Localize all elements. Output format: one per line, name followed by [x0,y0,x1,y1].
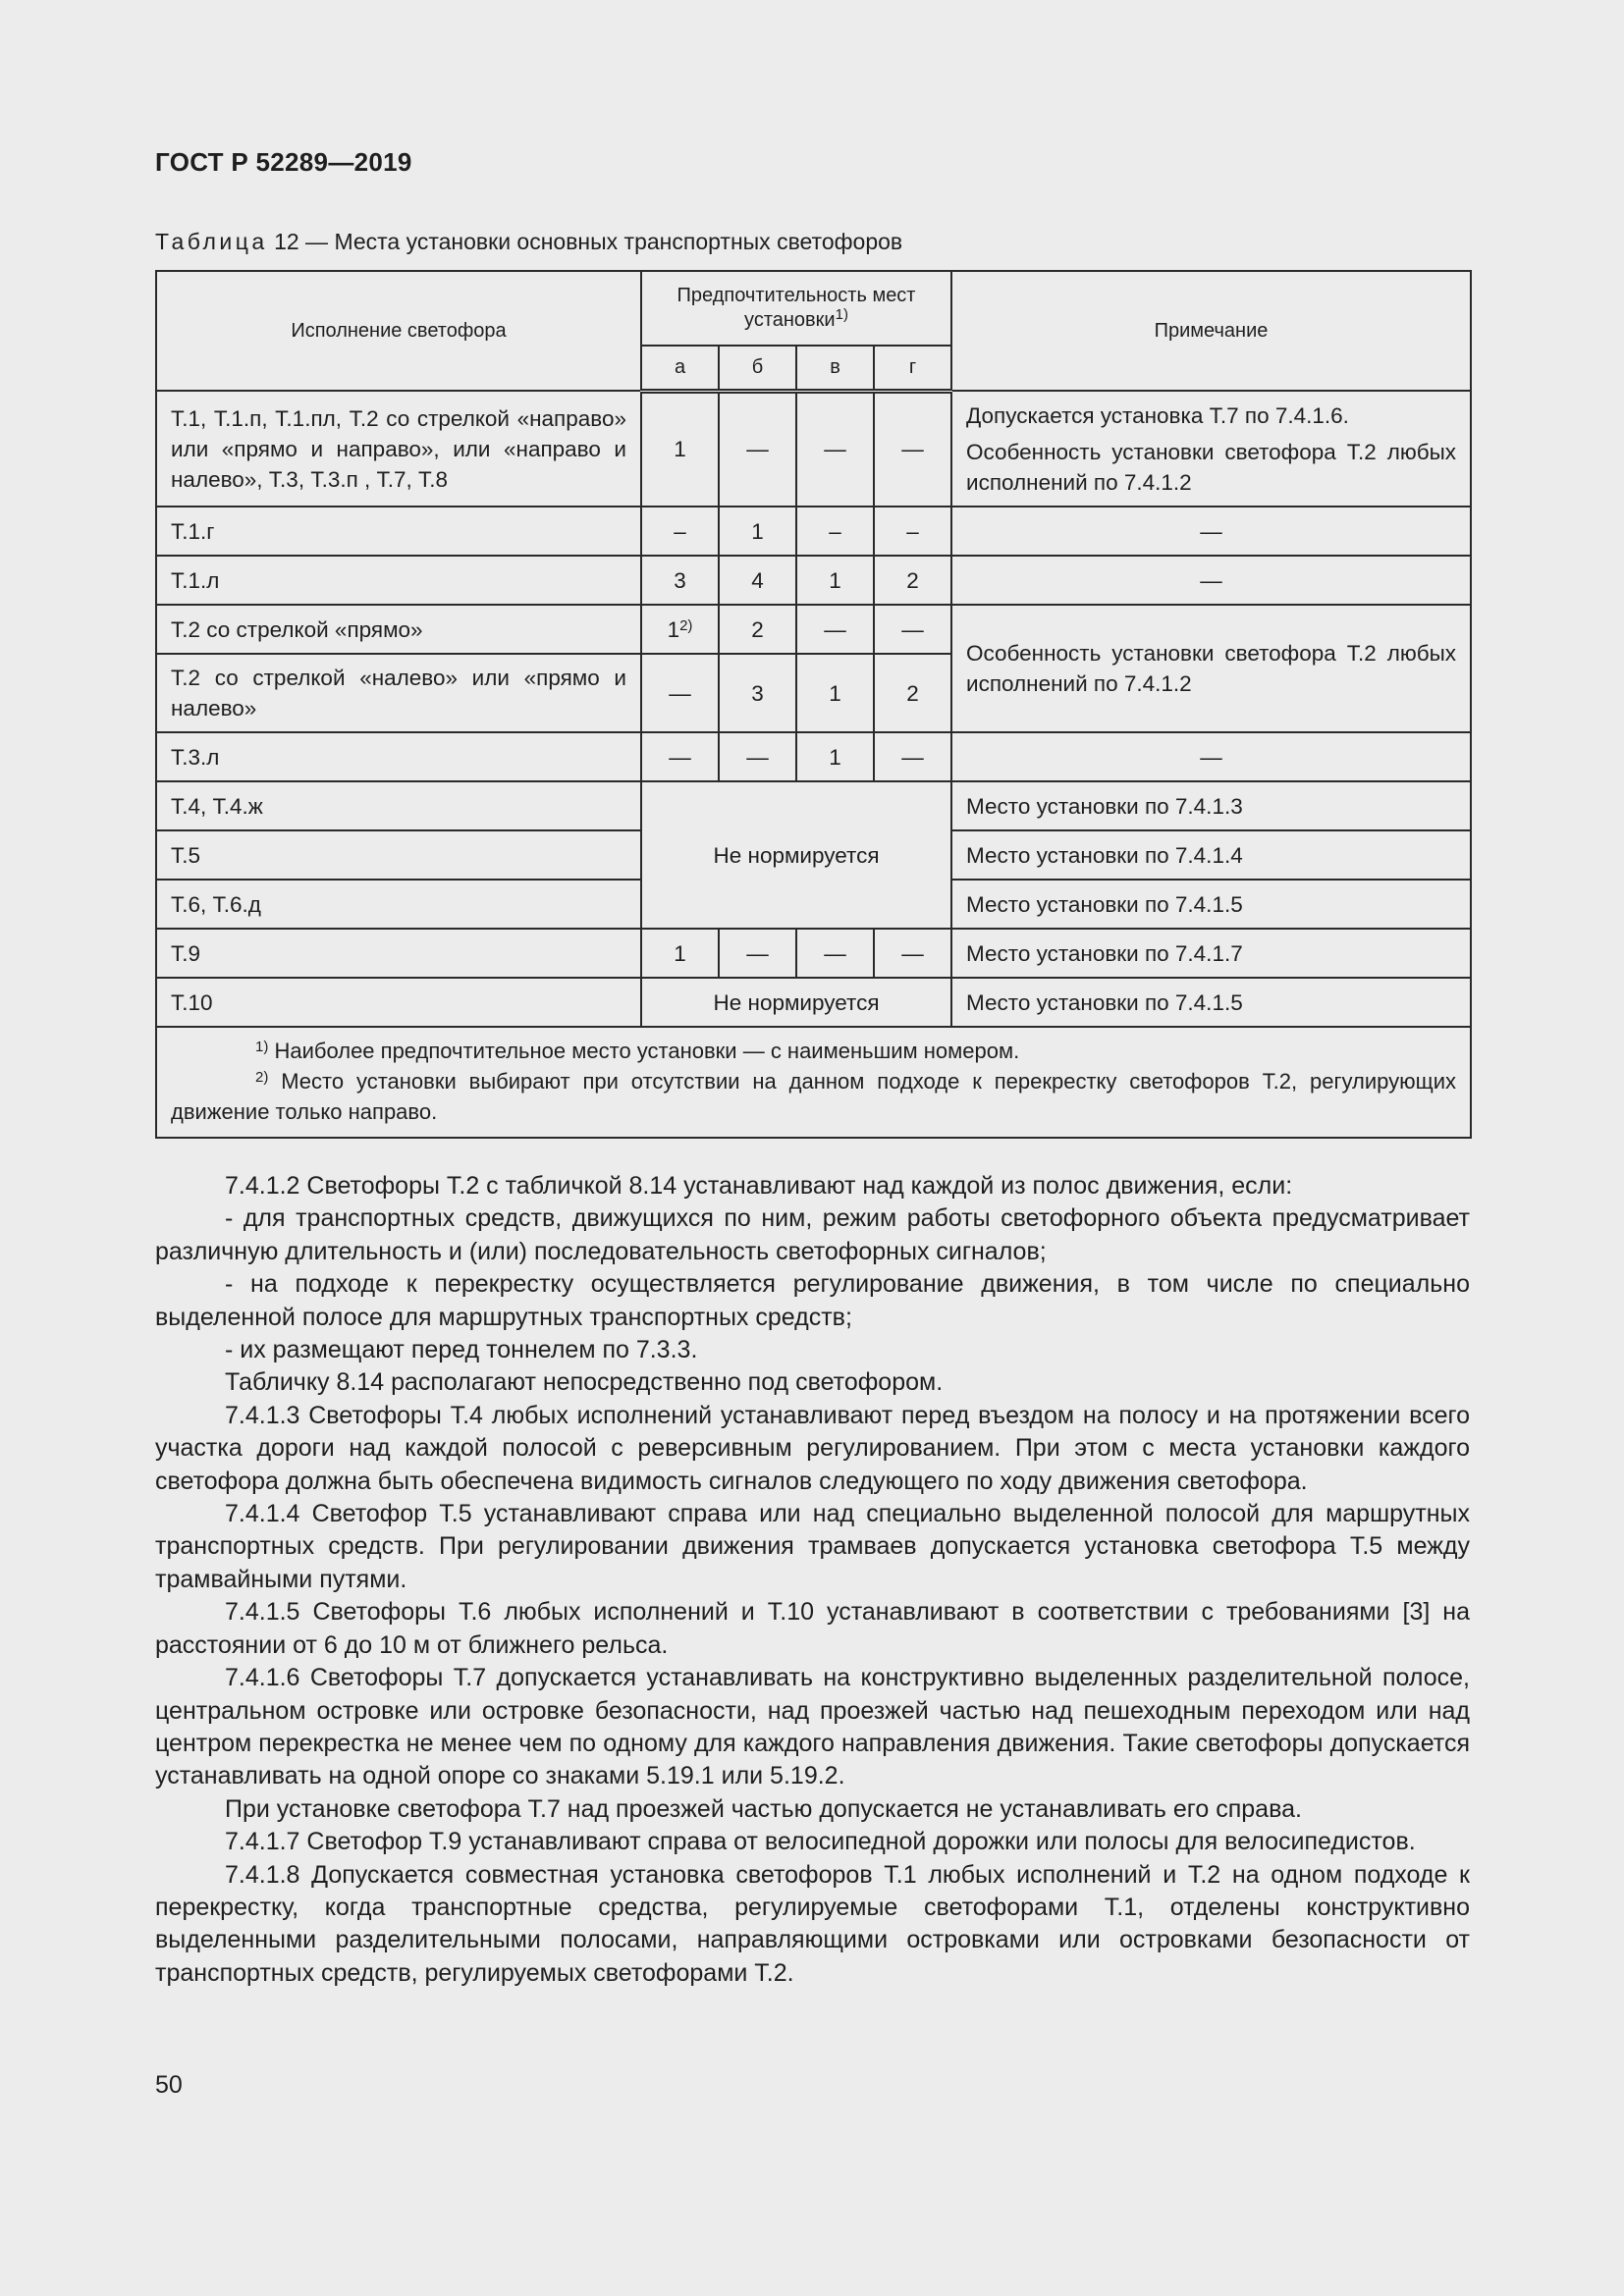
row-note: — [951,732,1471,781]
header-preference: Предпочтительность мест установки$^{1)}$ [641,271,951,346]
row-cell-v: — [796,391,874,507]
row-cell-a: 1 [641,391,719,507]
table-footnotes [156,1027,1471,1138]
footnote-1: $^{1)}$ Наиболее предпочтительное место установки — с наименьшим номером. [255,1039,1020,1063]
row-cell-v: — [796,929,874,978]
row-note: Место установки по 7.4.1.4 [951,830,1471,880]
row-note: Место установки по 7.4.1.5 [951,880,1471,929]
header-note: Примечание [951,271,1471,391]
table-row [156,781,1471,830]
table-caption-text: 12 — Места установки основных транспортных светофоров [274,229,903,254]
body-text [155,1170,1470,1990]
header-variant: Исполнение светофора [156,271,641,391]
row-cell-b: 4 [719,556,796,605]
row-variant: Т.1.л [156,556,641,605]
row-cell-g: 2 [874,556,951,605]
row-variant: Т.3.л [156,732,641,781]
table-row [156,391,1471,507]
paragraph: 7.4.1.3 Светофоры Т.4 любых исполнений устанавливают перед въездом на полосу и на протяжении всего участка дороги над каждой полосой с реверсивным регулированием. При этом с места установки каждого светофора должна быть обеспечена видимость сигналов следующего по ходу движения светофора. [155,1401,1470,1495]
row-note: Особенность установки светофора Т.2 любых исполнений по 7.4.1.2 [951,605,1471,732]
row-note: Допускается установка Т.7 по 7.4.1.6. Особенность установки светофора Т.2 любых исполнений по 7.4.1.2 [951,391,1471,507]
list-item: - их размещают перед тоннелем по 7.3.3. [225,1336,698,1364]
row-variant: Т.9 [156,929,641,978]
row-note: Место установки по 7.4.1.7 [951,929,1471,978]
row-cell-a: — [641,732,719,781]
list-item: - на подходе к перекрестку осуществляется регулирование движения, в том числе по специально выделенной полосе для маршрутных транспортных средств; [155,1270,1470,1331]
paragraph: 7.4.1.7 Светофор Т.9 устанавливают справа от велосипедной дорожки или полосы для велосипедистов. [225,1828,1416,1856]
page-number: 50 [155,2071,183,2099]
row-cell-v: — [796,605,874,654]
paragraph: 7.4.1.5 Светофоры Т.6 любых исполнений и Т.10 устанавливают в соответствии с требованиями [3] на расстоянии от 6 до 10 м от ближнего рельса. [155,1598,1470,1659]
table-row [156,507,1471,556]
row-cell-a: — [641,654,719,732]
row-variant: Т.6, Т.6.д [156,880,641,929]
traffic-light-placement-table [155,270,1472,1139]
row-note: — [951,507,1471,556]
header-sub-v: в [796,346,874,391]
row-cell-v: – [796,507,874,556]
row-cell-a: 3 [641,556,719,605]
row-note: Место установки по 7.4.1.5 [951,978,1471,1027]
row-note: — [951,556,1471,605]
row-cell-v: 1 [796,556,874,605]
row-cell-b: 3 [719,654,796,732]
row-cell-g: 2 [874,654,951,732]
row-cell-g: — [874,929,951,978]
row-cell-a: – [641,507,719,556]
row-variant: Т.4, Т.4.ж [156,781,641,830]
row-cell-v: 1 [796,654,874,732]
row-variant: Т.10 [156,978,641,1027]
list-item: - для транспортных средств, движущихся по ним, режим работы светофорного объекта предусматривает различную длительность и (или) последовательность светофорных сигналов; [155,1204,1470,1265]
header-sub-b: б [719,346,796,391]
header-sub-a: а [641,346,719,391]
paragraph: 7.4.1.2 Светофоры Т.2 с табличкой 8.14 устанавливают над каждой из полос движения, если: [225,1172,1293,1200]
row-variant: Т.2 со стрелкой «прямо» [156,605,641,654]
row-variant: Т.5 [156,830,641,880]
table-row [156,978,1471,1027]
row-cell-b: — [719,732,796,781]
paragraph: 7.4.1.8 Допускается совместная установка светофоров Т.1 любых исполнений и Т.2 на одном подходе к перекрестку, когда транспортные средства, регулируемые светофорами Т.1, отделены конструктивно выделенными разделительными полосами, направляющими островками или островками безопасности от транспортных средств, регулируемых светофорами Т.2. [155,1860,1470,1987]
table-row [156,732,1471,781]
row-merged-not-normalized: Не нормируется [641,781,951,929]
table-caption-word: Таблица [155,229,268,254]
row-variant: Т.1.г [156,507,641,556]
row-cell-g: – [874,507,951,556]
row-cell-v: 1 [796,732,874,781]
row-merged-not-normalized: Не нормируется [641,978,951,1027]
table-row [156,929,1471,978]
document-header: ГОСТ Р 52289—2019 [155,147,412,177]
row-variant: Т.2 со стрелкой «налево» или «прямо и налево» [156,654,641,732]
header-sub-g: г [874,346,951,391]
row-cell-a: 1$^{2)}$ [641,605,719,654]
row-cell-g: — [874,732,951,781]
row-cell-g: — [874,605,951,654]
row-cell-b: — [719,391,796,507]
row-cell-b: — [719,929,796,978]
table-caption [155,229,902,255]
paragraph: При установке светофора Т.7 над проезжей частью допускается не устанавливать его справа. [225,1794,1302,1823]
paragraph: 7.4.1.4 Светофор Т.5 устанавливают справа или над специально выделенной полосой для маршрутных транспортных средств. При регулировании движения трамваев допускается установка светофора Т.5 между трамвайными путями. [155,1500,1470,1593]
paragraph: 7.4.1.6 Светофоры Т.7 допускается устанавливать на конструктивно выделенных разделительной полосе, центральном островке или островке безопасности, над проезжей частью над пешеходным переходом или над центром перекрестка не менее чем по одному для каждого направления движения. Такие светофоры допускается устанавливать на одной опоре со знаками 5.19.1 или 5.19.2. [155,1664,1470,1790]
row-cell-a: 1 [641,929,719,978]
row-cell-g: — [874,391,951,507]
row-cell-b: 1 [719,507,796,556]
table-row [156,605,1471,654]
row-cell-b: 2 [719,605,796,654]
paragraph: Табличку 8.14 располагают непосредственно под светофором. [225,1368,944,1397]
row-note: Место установки по 7.4.1.3 [951,781,1471,830]
row-variant: Т.1, Т.1.п, Т.1.пл, Т.2 со стрелкой «направо» или «прямо и направо», или «направо и налево», Т.3, Т.3.п , Т.7, Т.8 [156,391,641,507]
footnote-2: $^{2)}$ Место установки выбирают при отсутствии на данном подходе к перекрестку светофоров Т.2, регулирующих движение только направо. [171,1069,1456,1124]
table-row [156,556,1471,605]
table-footnotes-row [156,1027,1471,1138]
